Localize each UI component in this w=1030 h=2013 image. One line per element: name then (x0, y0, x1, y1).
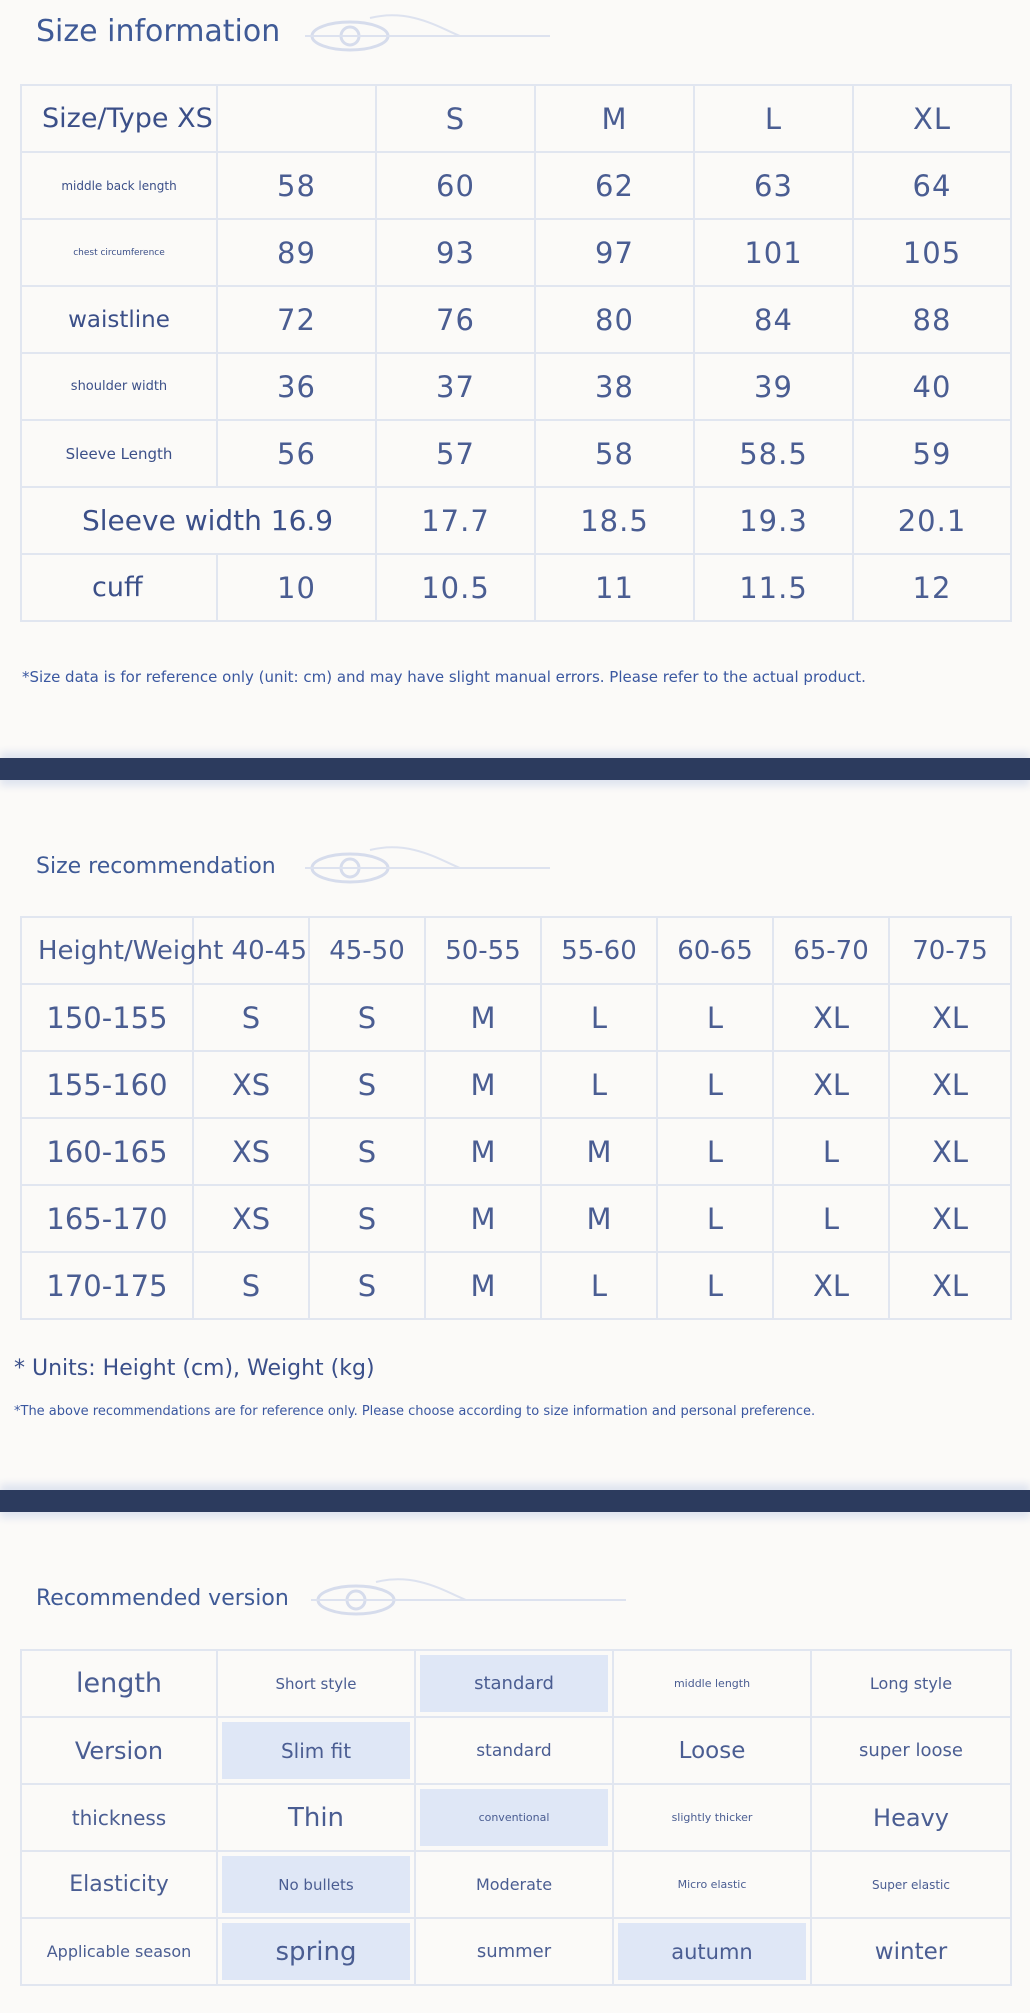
attribute-label: Version (21, 1717, 217, 1784)
height-label: 160-165 (21, 1118, 193, 1185)
table-row: 150-155 S S M L L XL XL (21, 984, 1011, 1051)
option: super loose (811, 1717, 1011, 1784)
table-row (21, 1650, 1011, 1717)
option: Moderate (415, 1851, 613, 1918)
table-row (21, 1918, 1011, 1985)
option-selected: conventional (415, 1784, 613, 1851)
option: Short style (217, 1650, 415, 1717)
row-label: Sleeve Length (21, 420, 217, 487)
weight-header: 50-55 (425, 917, 541, 984)
table-row: middle back length 58 60 62 63 64 (21, 152, 1011, 219)
option: middle length (613, 1650, 811, 1717)
table-row: 170-175 S S M L L XL XL (21, 1252, 1011, 1319)
size-information-note: *Size data is for reference only (unit: cm) and may have slight manual errors. Please refer to the actual product. (22, 668, 866, 686)
weight-header: 45-50 (309, 917, 425, 984)
table-row: shoulder width 36 37 38 39 40 (21, 353, 1011, 420)
option-selected: Slim fit (217, 1717, 415, 1784)
ornament-icon (300, 840, 560, 900)
height-label: 170-175 (21, 1252, 193, 1319)
recommended-version-title: Recommended version (36, 1586, 289, 1611)
ornament-icon (300, 8, 560, 68)
size-recommendation-table (20, 916, 1012, 1320)
table-row: 160-165 XS S M M L L XL (21, 1118, 1011, 1185)
table-row: Sleeve Length 56 57 58 58.5 59 (21, 420, 1011, 487)
option: Heavy (811, 1784, 1011, 1851)
weight-header: 60-65 (657, 917, 773, 984)
size-recommendation-title: Size recommendation (36, 854, 276, 879)
weight-header: 55-60 (541, 917, 657, 984)
option: Long style (811, 1650, 1011, 1717)
option: standard (415, 1717, 613, 1784)
table-row: Sleeve width 16.9 17.7 18.5 19.3 20.1 (21, 487, 1011, 554)
table-row: cuff 10 10.5 11 11.5 12 (21, 554, 1011, 621)
attribute-label: Elasticity (21, 1851, 217, 1918)
option-selected: No bullets (217, 1851, 415, 1918)
header-m: M (535, 85, 694, 152)
recommended-version-table (20, 1649, 1012, 1986)
table-row (21, 1717, 1011, 1784)
option: summer (415, 1918, 613, 1985)
table-row (21, 1784, 1011, 1851)
height-weight-header: Height/Weight 40-45 (21, 917, 193, 984)
size-information-title: Size information (36, 14, 281, 49)
option-selected: standard (415, 1650, 613, 1717)
row-label: middle back length (21, 152, 217, 219)
option-selected: autumn (613, 1918, 811, 1985)
option: slightly thicker (613, 1784, 811, 1851)
size-information-table (20, 84, 1012, 622)
header-s: S (376, 85, 535, 152)
units-note: * Units: Height (cm), Weight (kg) (14, 1356, 375, 1381)
table-row: 165-170 XS S M M L L XL (21, 1185, 1011, 1252)
row-label: chest circumference (21, 219, 217, 286)
option: winter (811, 1918, 1011, 1985)
table-header-row (21, 917, 1011, 984)
option: Loose (613, 1717, 811, 1784)
option-selected: spring (217, 1918, 415, 1985)
recommendation-note: *The above recommendations are for reference only. Please choose according to size information and personal preference. (14, 1404, 816, 1419)
row-label: cuff (21, 554, 217, 621)
height-label: 165-170 (21, 1185, 193, 1252)
attribute-label: Applicable season (21, 1918, 217, 1985)
ornament-icon (306, 1572, 636, 1632)
section-divider (0, 1490, 1030, 1512)
size-type-header: Size/Type XS (21, 85, 217, 152)
height-label: 150-155 (21, 984, 193, 1051)
row-label: waistline (21, 286, 217, 353)
height-label: 155-160 (21, 1051, 193, 1118)
weight-header: 65-70 (773, 917, 889, 984)
option: Micro elastic (613, 1851, 811, 1918)
table-row: chest circumference 89 93 97 101 105 (21, 219, 1011, 286)
row-label: shoulder width (21, 353, 217, 420)
attribute-label: thickness (21, 1784, 217, 1851)
attribute-label: length (21, 1650, 217, 1717)
weight-header: 70-75 (889, 917, 1011, 984)
section-divider (0, 758, 1030, 780)
table-row: 155-160 XS S M L L XL XL (21, 1051, 1011, 1118)
table-row (21, 1851, 1011, 1918)
option: Super elastic (811, 1851, 1011, 1918)
header-l: L (694, 85, 853, 152)
table-row: waistline 72 76 80 84 88 (21, 286, 1011, 353)
table-header-row (21, 85, 1011, 152)
option: Thin (217, 1784, 415, 1851)
header-xl: XL (853, 85, 1011, 152)
row-label: Sleeve width 16.9 (21, 487, 376, 554)
